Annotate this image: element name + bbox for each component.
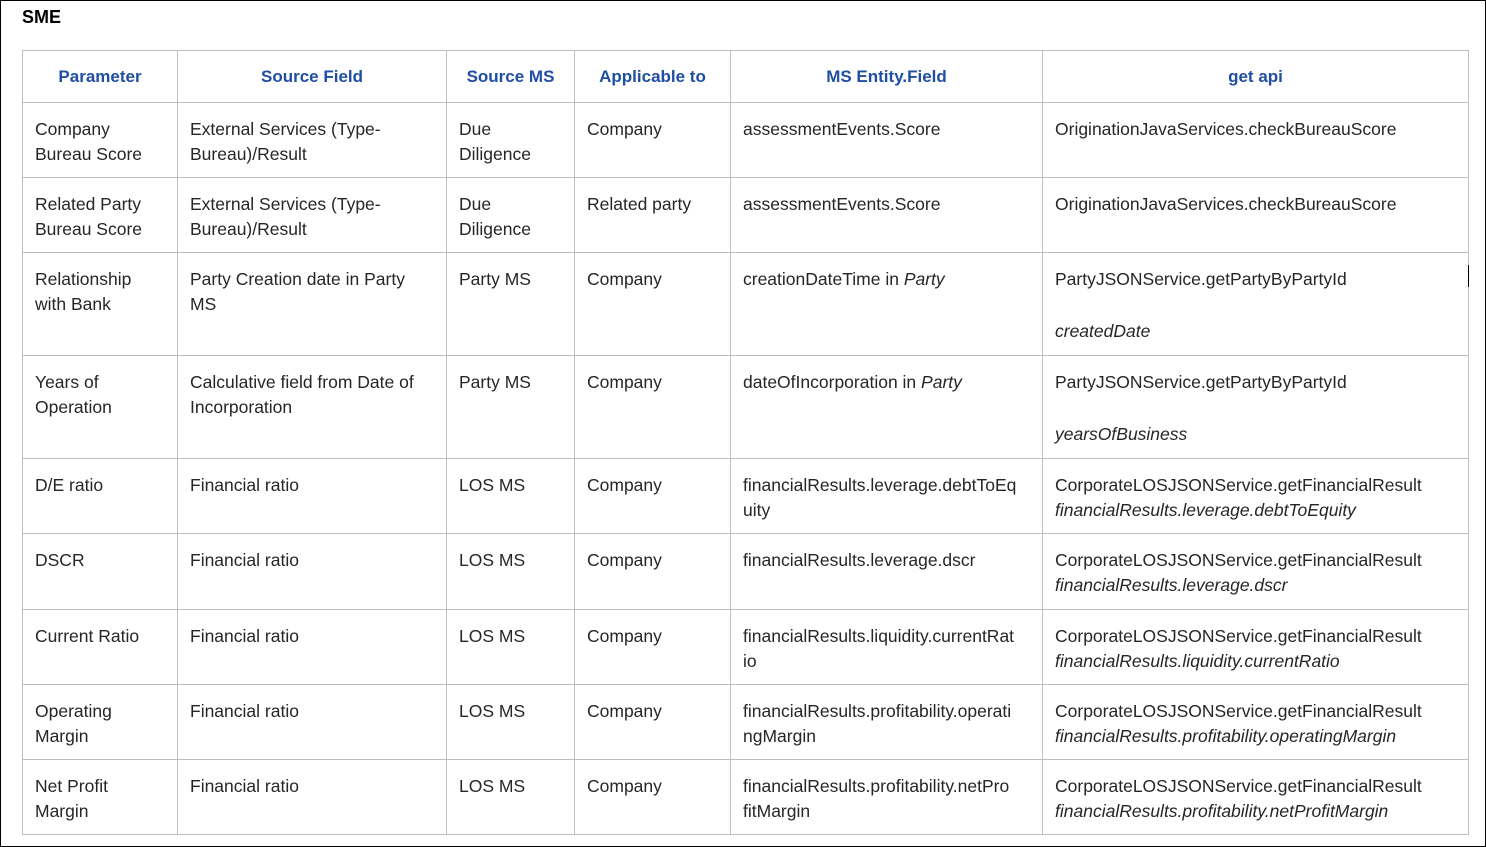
cell-italic-text: yearsOfBusiness <box>1055 424 1188 444</box>
cell-line: External Services (Type- <box>190 194 381 214</box>
cell-get-api <box>1043 356 1469 459</box>
cell-italic-text: financialResults.leverage.debtToEquity <box>1055 500 1356 520</box>
table-row <box>23 253 1469 356</box>
cell-line: MS <box>190 294 217 314</box>
cell-line: Company <box>35 119 110 139</box>
cell-applicable-to: Related party <box>575 178 731 253</box>
cell-line: Due <box>459 194 492 214</box>
cell-parameter: Current Ratio <box>23 610 178 685</box>
cell-entity-field: assessmentEvents.Score <box>731 103 1043 178</box>
cell-source-ms <box>447 103 575 178</box>
cell-applicable-to: Company <box>575 356 731 459</box>
cell-entity-field <box>731 356 1043 459</box>
cell-line: uity <box>743 500 771 520</box>
cell-line: Operating <box>35 701 112 721</box>
cell-source-ms: LOS MS <box>447 610 575 685</box>
cell-line: with Bank <box>35 294 111 314</box>
cell-text: PartyJSONService.getPartyByPartyId <box>1055 372 1347 392</box>
cell-get-api <box>1043 610 1469 685</box>
cell-source-ms: LOS MS <box>447 760 575 835</box>
table-row <box>23 459 1469 534</box>
table-row <box>23 685 1469 760</box>
cell-source-ms: LOS MS <box>447 459 575 534</box>
cell-parameter: DSCR <box>23 534 178 610</box>
cell-italic-text: createdDate <box>1055 321 1151 341</box>
cell-entity-field <box>731 253 1043 356</box>
cell-line: Due <box>459 119 492 139</box>
cell-parameter <box>23 356 178 459</box>
cell-line: External Services (Type- <box>190 119 381 139</box>
cell-source-ms: Party MS <box>447 356 575 459</box>
table-row <box>23 534 1469 610</box>
cell-text: CorporateLOSJSONService.getFinancialResult <box>1055 626 1422 646</box>
cell-entity-field: assessmentEvents.Score <box>731 178 1043 253</box>
table-row <box>23 610 1469 685</box>
table-row <box>23 760 1469 835</box>
cell-italic-text: financialResults.leverage.dscr <box>1055 575 1288 595</box>
cell-source-ms: LOS MS <box>447 685 575 760</box>
cell-source-field: Financial ratio <box>178 685 447 760</box>
cell-source-ms: LOS MS <box>447 534 575 610</box>
cell-line: Party Creation date in Party <box>190 269 405 289</box>
cell-get-api: OriginationJavaServices.checkBureauScore <box>1043 178 1469 253</box>
cell-line: financialResults.profitability.operati <box>743 701 1012 721</box>
table-row <box>23 356 1469 459</box>
cell-applicable-to: Company <box>575 534 731 610</box>
cell-line: Bureau Score <box>35 219 143 239</box>
cell-line: fitMargin <box>743 801 811 821</box>
cell-italic-text: financialResults.liquidity.currentRatio <box>1055 651 1340 671</box>
cell-get-api: OriginationJavaServices.checkBureauScore <box>1043 103 1469 178</box>
cell-line: Relationship <box>35 269 132 289</box>
cell-text: CorporateLOSJSONService.getFinancialResult <box>1055 701 1422 721</box>
cell-italic-text: Party <box>903 269 945 289</box>
cell-entity-field <box>731 459 1043 534</box>
cell-get-api <box>1043 534 1469 610</box>
cell-applicable-to: Company <box>575 253 731 356</box>
cell-line: io <box>743 651 757 671</box>
cell-italic-text: Party <box>921 372 962 392</box>
cell-text: CorporateLOSJSONService.getFinancialResult <box>1055 475 1422 495</box>
cell-source-ms: Party MS <box>447 253 575 356</box>
cell-applicable-to: Company <box>575 760 731 835</box>
cell-line: Bureau)/Result <box>190 144 307 164</box>
cell-line: Margin <box>35 801 89 821</box>
cell-line: Bureau Score <box>35 144 143 164</box>
cell-applicable-to: Company <box>575 459 731 534</box>
cell-italic-text: financialResults.profitability.operatingMargin <box>1055 726 1397 746</box>
cell-source-field <box>178 178 447 253</box>
header-ms-entity-field: MS Entity.Field <box>731 51 1043 103</box>
cell-text: PartyJSONService.getPartyByPartyId <box>1055 269 1347 289</box>
cell-line: financialResults.leverage.debtToEq <box>743 475 1017 495</box>
header-source-ms: Source MS <box>447 51 575 103</box>
cell-source-field: Financial ratio <box>178 760 447 835</box>
cell-source-field <box>178 103 447 178</box>
table-row <box>23 178 1469 253</box>
header-parameter: Parameter <box>23 51 178 103</box>
cell-entity-field <box>731 760 1043 835</box>
cell-applicable-to: Company <box>575 103 731 178</box>
sme-parameter-table <box>22 50 1469 835</box>
text-cursor <box>1468 265 1469 287</box>
cell-parameter <box>23 103 178 178</box>
cell-parameter <box>23 253 178 356</box>
table-header-row <box>23 51 1469 103</box>
cell-source-field <box>178 253 447 356</box>
cell-line: Operation <box>35 397 112 417</box>
cell-line: Diligence <box>459 144 531 164</box>
cell-line: Related Party <box>35 194 142 214</box>
cell-applicable-to: Company <box>575 685 731 760</box>
cell-get-api <box>1043 253 1469 356</box>
cell-line: ngMargin <box>743 726 816 746</box>
cell-source-field: Financial ratio <box>178 610 447 685</box>
cell-source-field: Financial ratio <box>178 459 447 534</box>
cell-line: Years of <box>35 372 99 392</box>
cell-source-ms <box>447 178 575 253</box>
cell-applicable-to: Company <box>575 610 731 685</box>
cell-get-api <box>1043 459 1469 534</box>
cell-text: creationDateTime in <box>743 269 899 289</box>
cell-line: Diligence <box>459 219 531 239</box>
section-title: SME <box>22 7 62 27</box>
cell-line: Bureau)/Result <box>190 219 307 239</box>
cell-get-api <box>1043 760 1469 835</box>
cell-parameter <box>23 760 178 835</box>
cell-entity-field <box>731 610 1043 685</box>
header-source-field: Source Field <box>178 51 447 103</box>
cell-line: Net Profit <box>35 776 108 796</box>
cell-text: dateOfIncorporation in <box>743 372 917 392</box>
cell-line: financialResults.profitability.netPro <box>743 776 1010 796</box>
cell-parameter: D/E ratio <box>23 459 178 534</box>
cell-line: financialResults.liquidity.currentRat <box>743 626 1015 646</box>
cell-line: Margin <box>35 726 89 746</box>
cell-text: CorporateLOSJSONService.getFinancialResult <box>1055 776 1422 796</box>
cell-parameter <box>23 178 178 253</box>
cell-italic-text: financialResults.profitability.netProfitMargin <box>1055 801 1389 821</box>
header-get-api: get api <box>1043 51 1469 103</box>
cell-parameter <box>23 685 178 760</box>
cell-source-field: Financial ratio <box>178 534 447 610</box>
cell-entity-field: financialResults.leverage.dscr <box>731 534 1043 610</box>
cell-line: Calculative field from Date of <box>190 372 414 392</box>
cell-line: Incorporation <box>190 397 293 417</box>
cell-get-api <box>1043 685 1469 760</box>
cell-source-field <box>178 356 447 459</box>
cell-entity-field <box>731 685 1043 760</box>
cell-text: CorporateLOSJSONService.getFinancialResult <box>1055 550 1422 570</box>
table-row <box>23 103 1469 178</box>
header-applicable-to: Applicable to <box>575 51 731 103</box>
